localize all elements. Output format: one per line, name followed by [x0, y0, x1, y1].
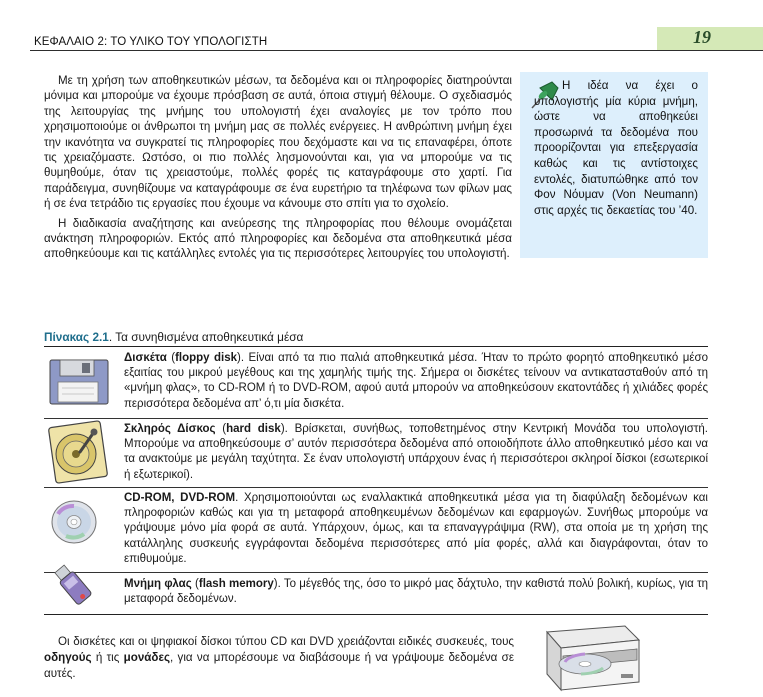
page-number: 19: [693, 27, 711, 47]
desc-hard-disk: Βρίσκεται, συνήθως, τοποθετημένος στην Κεντρική Μονάδα του υπολογιστή. Μπορούμε να αποθηκεύσουμε σ’ αυτόν περισσότερα δεδομένα από οποιοδήποτε άλλο αποθηκευτικό μέσο και να τα ανακτούμε με μεγάλη ταχύτητα. Σε έναν υπολογιστή υπάρχουν ένας ή περισσότεροι σκληροί δίσκοι (εσωτερικοί ή εξωτερικοί).: [124, 423, 708, 481]
table-row-cd-rom: CD-ROM, DVD-ROM. Χρησιμοποιούνται ως εναλλακτικά αποθηκευτικά μέσα για τη διαφύλαξη δεδομένων και πληροφοριών καθώς και για τη μεταφορά αποθηκευμένων δεδομένων και εφαρμογών. Συνήθως μπορούμε να γράψουμε μόνο μία φορά σε αυτά. Υπάρχουν, όμως, και τα επαναγγράψιμα (RW), στα οποία με τη χρήση της κατάλληλης συσκευής εγγράφονται δεδομένα περισσότερες από μία φορές, αλλά και διαγράφονται, όταν το επιθυμούμε.: [124, 492, 708, 565]
side-note: [520, 72, 708, 258]
page-number-box: [657, 27, 763, 50]
term-floppy-en: floppy disk: [175, 352, 238, 364]
page-header: [30, 27, 763, 51]
chapter-title: ΚΕΦΑΛΑΙΟ 2: ΤΟ ΥΛΙΚΟ ΤΟΥ ΥΠΟΛΟΓΙΣΤΗ: [34, 36, 268, 48]
term-units: μονάδες: [123, 651, 170, 664]
term-hard-disk-en: hard disk: [226, 423, 281, 435]
table-row-floppy: Δισκέτα (floppy disk). Είναι από τα πιο παλιά αποθηκευτικά μέσα. Ήταν το πρώτο φορητό αποθηκευτικό μέσο εξαιτίας του μικρού μεγέθους και της χαμηλής τιμής της. Σήμερα οι δισκέτες τείνουν να αντικατασταθούν από τη «μνήμη φλας», το CD-ROM ή το DVD-ROM, αφού αυτά μπορούν να αποθηκεύσουν εκατοντάδες ή χιλιάδες φορές περισσότερα δεδομένα απ’ ό,τι μία δισκέτα.: [124, 352, 708, 410]
row-divider: [44, 418, 708, 419]
bottom-paragraph: Οι δισκέτες και οι ψηφιακοί δίσκοι τύπου CD και DVD χρειάζονται ειδικές συσκευές, τους οδηγούς ή τις μονάδες, για να μπορέσουμε να διαβάσουμε ή να γράψουμε δεδομένα σε αυτές.: [44, 635, 514, 680]
desc-flash: Το μέγεθός της, όσο το μικρό μας δάχτυλο, την καθιστά πολύ βολική, κυρίως, για τη μεταφορά δεδομένων.: [124, 578, 709, 606]
cd-rom-icon: [48, 498, 102, 546]
term-flash-en: flash memory: [198, 578, 274, 590]
row-divider: [44, 572, 708, 573]
term-cd-rom: CD-ROM, DVD-ROM: [124, 492, 236, 504]
table-row-flash-memory: Μνήμη φλας (flash memory). Το μέγεθός της, όσο το μικρό μας δάχτυλο, την καθιστά πολύ βολική, κυρίως, για τη μεταφορά δεδομένων.: [124, 578, 709, 606]
table-caption-text: . Τα συνηθισμένα αποθηκευτικά μέσα: [108, 330, 304, 344]
row-divider: [44, 487, 708, 488]
intro-text: [44, 73, 512, 266]
bottom-text: [44, 634, 514, 682]
table-caption-label: Πίνακας 2.1: [44, 330, 109, 344]
desc-cd-rom: Χρησιμοποιούνται ως εναλλακτικά αποθηκευτικά μέσα για τη διαφύλαξη δεδομένων και πληροφοριών καθώς και για τη μεταφορά αποθηκευμένων δεδομένων και εφαρμογών. Συνήθως μπορούμε να γράψουμε μόνο μία φορά σε αυτά. Υπάρχουν, όμως, και τα επαναγγράψιμα (RW), στα οποία με τη χρήση της κατάλληλης συσκευής εγγράφονται δεδομένα περισσότερες από μία φορές, αλλά και διαγράφονται, όταν το επιθυμούμε.: [124, 492, 708, 565]
term-floppy: Δισκέτα: [124, 352, 167, 364]
table-top-rule: [44, 346, 708, 347]
term-flash: Μνήμη φλας: [124, 578, 192, 590]
hard-disk-icon: [46, 420, 112, 484]
intro-paragraph-1: Με τη χρήση των αποθηκευτικών μέσων, τα δεδομένα και οι πληροφορίες διατηρούνται μόνιμα και μπορούμε να έχουμε πρόσβαση σε αυτά, όποια στιγμή θέλουμε. Ο σχεδιασμός της λειτουργίας της μνήμης του υπολογιστή έχει αναλογίες με τον τρόπο που χρησιμοποιούμε οι άνθρωποι τη μνήμη μας σε πολλές ενέργειες. Η ανθρώπινη μνήμη έχει την ικανότητα να συγκρατεί τις πληροφορίες που δεχόμαστε και να τις επαναφέρει, όποτε τις χρειαζόμαστε. Ωστόσο, οι πιο πολλές λησμονούνται και, για να μπορούμε να τις θυμηθούμε, όταν τις χρειαστούμε, πολλές φορές τις καταγράφουμε στο χαρτί. Για παράδειγμα, συνηθίζουμε να καταγράφουμε σε ένα ευρετήριο τα τηλέφωνα των φίλων μας ή σε ένα τετράδιο τις εργασίες που έχουμε να κάνουμε στο σπίτι για το σχολείο.: [44, 74, 512, 211]
term-drivers: οδηγούς: [44, 651, 92, 664]
side-note-text: Η ιδέα να έχει ο υπολογιστής μία κύρια μνήμη, ώστε να αποθηκεύει προσωρινά τα δεδομένα που προορίζονται για επεξεργασία καθώς και τις αντίστοιχες εντολές, διατυπώθηκε από τον Φον Νόυμαν (Von Neumann) στις αρχές τις δεκαετίας του ’40.: [534, 79, 698, 217]
cd-drive-icon: [533, 622, 643, 694]
table-row-hard-disk: Σκληρός Δίσκος (hard disk). Βρίσκεται, συνήθως, τοποθετημένος στην Κεντρική Μονάδα του υπολογιστή. Μπορούμε να αποθηκεύσουμε σ’ αυτόν περισσότερα δεδομένα από οποιοδήποτε άλλο αποθηκευτικό μέσο και να τα ανακτούμε με μεγάλη ταχύτητα. Σε έναν υπολογιστή υπάρχουν ένας ή περισσότεροι σκληροί δίσκοι (εσωτερικοί ή εξωτερικοί).: [124, 423, 708, 481]
intro-paragraph-2: Η διαδικασία αναζήτησης και ανεύρεσης της πληροφορίας που θέλουμε ονομάζεται ανάκτηση πληροφοριών. Εκτός από πληροφορίες και δεδομένα στα αποθηκευτικά μέσα αποθηκεύουμε και τις κατάλληλες εντολές για τις περισσότερες λειτουργίες του υπολογιστή.: [44, 216, 512, 261]
term-hard-disk: Σκληρός Δίσκος: [124, 423, 216, 435]
table-bottom-rule: [44, 614, 708, 615]
desc-floppy: Είναι από τα πιο παλιά αποθηκευτικά μέσα. Ήταν το πρώτο φορητό αποθηκευτικό μέσο εξαιτίας του μικρού μεγέθους και της χαμηλής τιμής της. Σήμερα οι δισκέτες τείνουν να αντικατασταθούν από τη «μνήμη φλας», το CD-ROM ή το DVD-ROM, αφού αυτά μπορούν να αποθηκεύσουν εκατοντάδες ή χιλιάδες φορές περισσότερα δεδομένα απ’ ό,τι μία δισκέτα.: [124, 352, 708, 410]
table-caption: [44, 330, 303, 344]
floppy-disk-icon: [46, 356, 112, 408]
flash-memory-icon: [50, 556, 96, 614]
